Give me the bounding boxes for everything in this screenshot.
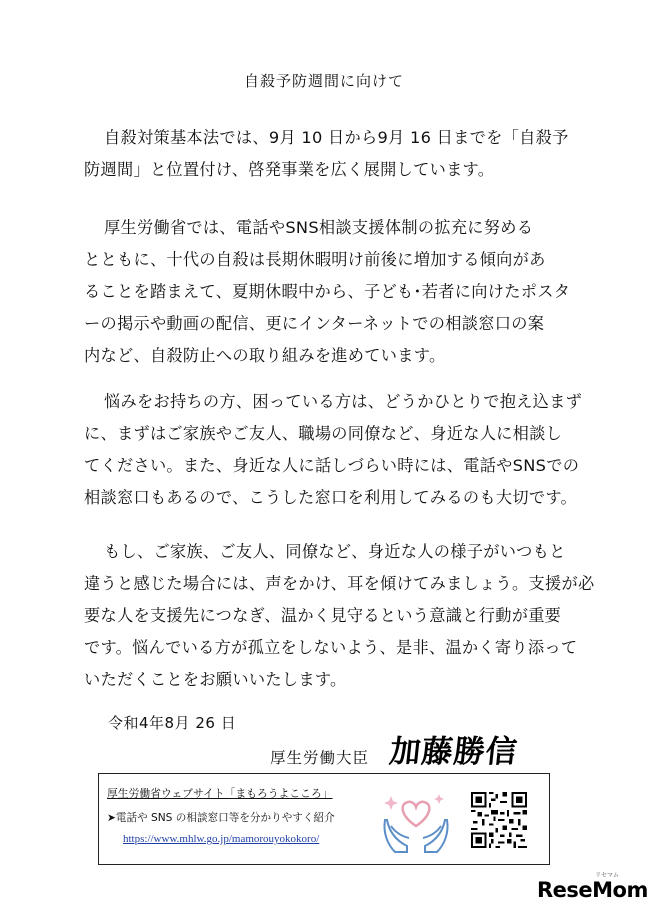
logo-text: ReseMom	[537, 878, 648, 902]
info-box	[98, 773, 550, 865]
paragraph-3	[84, 386, 583, 514]
document-date: 令和4年8月 26 日	[108, 714, 237, 732]
paragraph-line: 相談窓口もあるので、こうした窓口を利用してみるのも大切です。	[84, 488, 578, 507]
paragraph-line: とともに、十代の自殺は長期休暇明け前後に増加する傾向があ	[84, 250, 546, 269]
paragraph-line: ることを踏まえて、夏期休暇中から、子ども･若者に向けたポスタ	[84, 282, 571, 301]
paragraph-1	[84, 122, 569, 186]
paragraph-line: に、まずはご家族やご友人、職場の同僚など、身近な人に相談し	[84, 424, 563, 443]
paragraph-line: ーの掲示や動画の配信、更にインターネットでの相談窓口の案	[84, 314, 545, 333]
website-description: ➤電話や SNS の相談窓口等を分かりやすく紹介	[107, 812, 335, 824]
paragraph-line: 防週間」と位置付け、啓発事業を広く展開しています。	[84, 160, 495, 179]
minister-signature: 加藤勝信	[387, 734, 520, 770]
document-title: 自殺予防週間に向けて	[243, 72, 404, 90]
qr-code-icon[interactable]	[471, 786, 527, 854]
paragraph-line: 内など、自殺防止への取り組みを進めています。	[84, 346, 446, 365]
paragraph-line: てください。また、身近な人に話しづらい時には、電話やSNSでの	[84, 456, 580, 475]
paragraph-line: もし、ご家族、ご友人、同僚など、身近な人の様子がいつもと	[104, 542, 566, 561]
resemom-logo	[537, 872, 648, 902]
paragraph-line: 要な人を支援先につなぎ、温かく見守るという意識と行動が重要	[84, 606, 562, 625]
paragraph-line: です。悩んでいる方が孤立をしないよう、是非、温かく寄り添って	[84, 638, 578, 657]
minister-title: 厚生労働大臣	[270, 749, 370, 767]
paragraph-line: 厚生労働省では、電話やSNS相談支援体制の拡充に努める	[104, 218, 534, 237]
paragraph-4	[84, 536, 595, 696]
hands-holding-heart-icon	[381, 786, 451, 856]
paragraph-line: いただくことをお願いいたします。	[84, 670, 347, 689]
paragraph-2	[84, 212, 571, 372]
paragraph-line: 悩みをお持ちの方、困っている方は、どうかひとりで抱え込まず	[104, 392, 583, 411]
logo-small-text: リセマム	[595, 872, 619, 879]
paragraph-line: 自殺対策基本法では、9月 10 日から9月 16 日までを「自殺予	[104, 128, 569, 147]
website-name: 厚生労働省ウェブサイト「まもろうよこころ」	[107, 787, 333, 800]
paragraph-line: 違うと感じた場合には、声をかけ、耳を傾けてみましょう。支援が必	[84, 574, 595, 593]
website-link[interactable]: https://www.mhlw.go.jp/mamorouyokokoro/	[123, 833, 320, 845]
